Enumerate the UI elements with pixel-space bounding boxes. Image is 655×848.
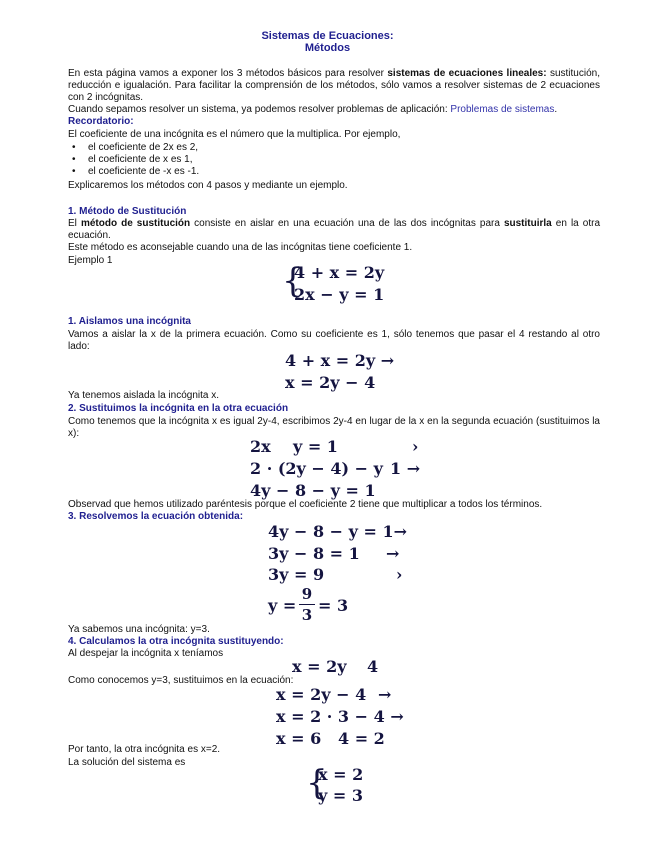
solution-eq2: y = 3 — [318, 786, 363, 805]
method1-bold-2: sustituirla — [503, 218, 552, 229]
intro-link-text: Cuando sepamos resolver un sistema, ya podemos resolver problemas de aplicación: — [68, 104, 451, 115]
reminder-closing: Explicaremos los métodos con 4 pasos y mediante un ejemplo. — [68, 180, 348, 191]
step3-after: Ya sabemos una incógnita: y=3. — [68, 624, 210, 635]
method1-definition — [68, 218, 600, 242]
reminder-bullet-1: • el coeficiente de 2x es 2, — [88, 142, 198, 154]
intro-period: . — [554, 104, 558, 115]
step3-frac-lhs: y = — [268, 596, 297, 615]
step3-frac-num: 9 — [301, 585, 313, 603]
reminder-text: El coeficiente de una incógnita es el número que la multiplica. Por ejemplo, — [68, 129, 401, 140]
method1-advice: Este método es aconsejable cuando una de las incógnitas tiene coeficiente 1. — [68, 242, 413, 253]
method1-text-end: en la otra ecuación. — [68, 218, 601, 241]
fraction-bar — [299, 604, 315, 605]
example-label: Ejemplo 1 — [68, 255, 113, 266]
step4-heading: 4. Calculamos la otra incógnita sustituyendo: — [68, 636, 284, 647]
step4-eq1: x = 2y − 4 — [276, 685, 367, 704]
step2-eq2: 2 · (2y − 4) − y — [250, 459, 383, 478]
step2-after: Observad que hemos utilizado paréntesis porque el coeficiente 2 tiene que multiplicar a todos los términos. — [68, 499, 543, 510]
step4-eq1-arrow: → — [378, 685, 392, 704]
step4-text1: Al despejar la incógnita x teníamos — [68, 648, 224, 659]
reminder-bullet-3: • el coeficiente de -x es -1. — [88, 166, 199, 178]
solution-eq1: x = 2 — [318, 765, 364, 784]
method1-bold: método de sustitución — [80, 218, 191, 229]
step4-eq0: x = 2y — [292, 657, 347, 676]
step1-eq2: x = 2y − 4 — [285, 373, 376, 392]
reminder-heading: Recordatorio: — [68, 116, 134, 127]
method1-text-mid: consiste en aislar en una ecuación una de las dos incógnitas para — [190, 218, 504, 229]
step4-after1: Por tanto, la otra incógnita es x=2. — [68, 744, 221, 755]
step4-after2: La solución del sistema es — [68, 757, 186, 768]
step3-heading: 3. Resolvemos la ecuación obtenida: — [68, 511, 244, 522]
step2-eq1-arrow: › — [412, 437, 419, 456]
intro-paragraph — [68, 68, 600, 104]
step2-text: Como tenemos que la incógnita x es igual 2y-4, escribimos 2y-4 en lugar de la x en la segunda ecuación (sustituimos la x): — [68, 416, 600, 439]
intro-bold: sistemas de ecuaciones lineales: — [387, 68, 547, 79]
step3-eq2-arrow: → — [386, 544, 400, 563]
step4-eq3: x = 6 — [276, 729, 322, 748]
problemas-link[interactable]: Problemas de sistemas — [450, 104, 555, 115]
method1-text: El — [68, 218, 81, 229]
step2-eq3: 4y − 8 − y = 1 — [250, 481, 376, 500]
step1-heading: 1. Aislamos una incógnita — [68, 316, 191, 327]
solution-brace: { — [306, 763, 328, 803]
system-eq2: 2x − y = 1 — [294, 285, 385, 304]
step1-text: Vamos a aislar la x de la primera ecuación. Como su coeficiente es 1, sólo tenemos que pasar el 4 restando al otro lado: — [68, 329, 600, 352]
step1-after: Ya tenemos aislada la incógnita x. — [68, 390, 220, 401]
method1-heading: 1. Método de Sustitución — [68, 206, 187, 217]
reminder-bullet-2: • el coeficiente de x es 1, — [88, 154, 193, 166]
intro-text-end: sustitución, reducción e igualación. Para facilitar la comprensión de los métodos, sólo vamos a resolver sistemas de 2 ecuaciones con 2 incógnitas. — [68, 68, 600, 103]
step3-eq2: 3y − 8 = 1 — [268, 544, 360, 563]
step4-eq2: x = 2 · 3 − 4 → — [276, 707, 404, 726]
step4-eq3-end: 4 = 2 — [338, 729, 385, 748]
step3-frac-den: 3 — [301, 606, 313, 624]
step3-eq1: 4y − 8 − y = 1→ — [268, 522, 408, 541]
step3-frac-rhs: = 3 — [318, 596, 349, 615]
step4-eq0-end: 4 — [367, 657, 379, 676]
step1-eq1: 4 + x = 2y → — [285, 351, 395, 370]
step2-eq2-end: 1 → — [390, 459, 421, 478]
intro-text: En esta página vamos a exponer los 3 métodos básicos para resolver — [68, 68, 388, 79]
step2-eq1: 2x y = 1 — [250, 437, 338, 456]
intro-link-paragraph — [68, 104, 600, 116]
step3-eq3-arrow: › — [396, 565, 403, 584]
step4-text2: Como conocemos y=3, sustituimos en la ecuación: — [68, 675, 294, 686]
step3-eq3: 3y = 9 — [268, 565, 325, 584]
step2-heading: 2. Sustituimos la incógnita en la otra ecuación — [68, 403, 289, 414]
system-eq1: 4 + x = 2y — [294, 263, 385, 282]
page-title: Sistemas de Ecuaciones: — [261, 30, 394, 42]
system-brace: { — [282, 261, 304, 301]
page-subtitle: Métodos — [304, 42, 351, 54]
